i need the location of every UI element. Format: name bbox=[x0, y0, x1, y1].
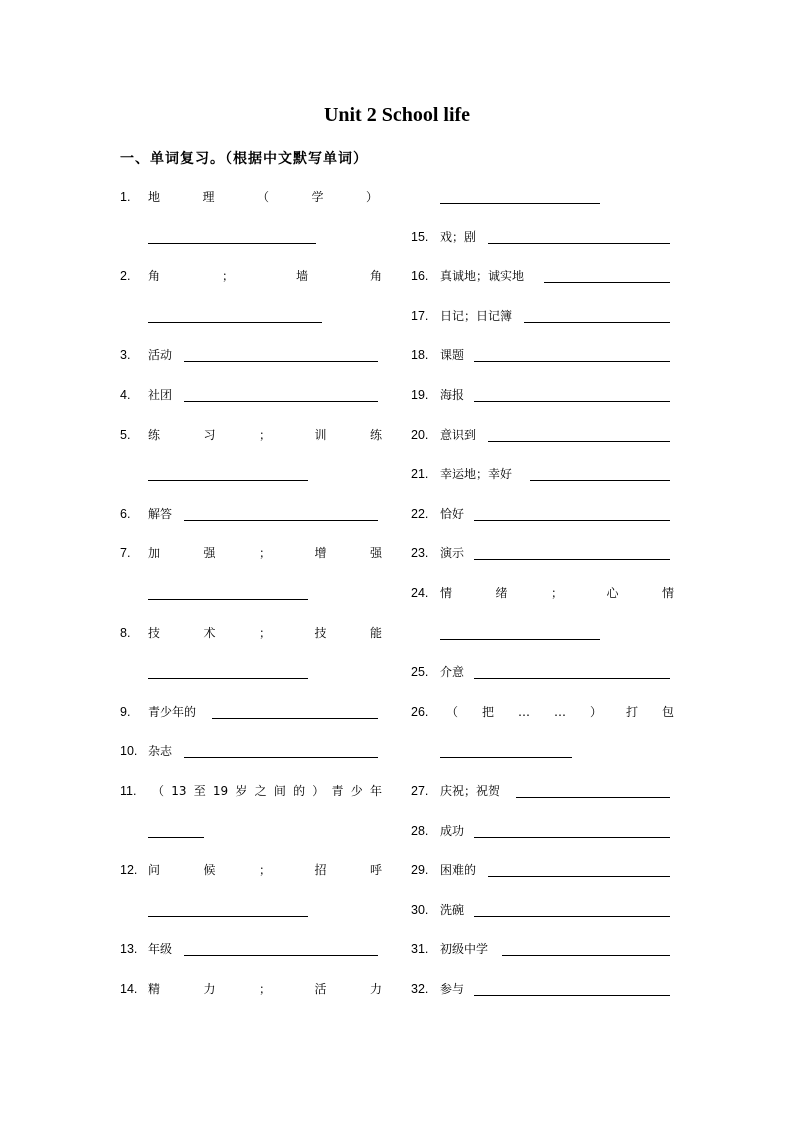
item-prompt bbox=[148, 545, 382, 561]
item-prompt: 介意 bbox=[440, 665, 465, 680]
item-number: 2. bbox=[120, 269, 131, 284]
prompt-char: 把 bbox=[482, 704, 495, 719]
item-number: 20. bbox=[411, 427, 429, 442]
answer-line[interactable] bbox=[474, 995, 670, 996]
answer-line[interactable] bbox=[212, 718, 378, 719]
answer-line[interactable] bbox=[148, 837, 204, 838]
item-prompt: 社团 bbox=[148, 388, 173, 402]
item-prompt bbox=[152, 783, 382, 799]
prompt-char: 技 bbox=[314, 625, 327, 640]
prompt-char: 情 bbox=[661, 586, 674, 600]
prompt-char: 年 bbox=[369, 784, 382, 798]
prompt-char: 招 bbox=[314, 863, 327, 878]
answer-line[interactable] bbox=[148, 678, 308, 679]
answer-line[interactable] bbox=[516, 797, 670, 798]
prompt-char: （ bbox=[256, 190, 269, 204]
item-prompt bbox=[446, 704, 674, 720]
prompt-char: 墙 bbox=[295, 269, 308, 284]
answer-line[interactable] bbox=[184, 955, 378, 956]
prompt-char: ； bbox=[258, 546, 271, 561]
prompt-char: 问 bbox=[148, 863, 161, 878]
answer-line[interactable] bbox=[524, 322, 670, 323]
item-prompt: 真诚地；诚实地 bbox=[440, 269, 525, 284]
prompt-char: ） bbox=[365, 190, 378, 204]
item-prompt: 演示 bbox=[440, 546, 465, 561]
prompt-char: 地 bbox=[148, 190, 161, 204]
item-number: 6. bbox=[120, 506, 131, 521]
answer-line[interactable] bbox=[474, 678, 670, 679]
prompt-char: 习 bbox=[203, 427, 216, 442]
item-number: 31. bbox=[411, 942, 429, 957]
item-prompt: 日记；日记簿 bbox=[440, 308, 513, 323]
item-number: 5. bbox=[120, 427, 131, 442]
prompt-char: … bbox=[518, 704, 530, 719]
item-number: 14. bbox=[120, 982, 138, 996]
item-number: 28. bbox=[411, 823, 429, 838]
item-prompt: 困难的 bbox=[440, 863, 477, 878]
item-prompt: 杂志 bbox=[148, 744, 173, 759]
item-number: 9. bbox=[120, 704, 131, 719]
prompt-char: ； bbox=[221, 269, 234, 284]
prompt-char: ； bbox=[258, 427, 271, 442]
prompt-char: 心 bbox=[606, 586, 619, 600]
section-heading: 一、单词复习。（根据中文默写单词） bbox=[120, 151, 368, 167]
item-number: 3. bbox=[120, 348, 131, 363]
page-title: Unit 2 School life bbox=[323, 104, 471, 126]
item-prompt bbox=[148, 189, 378, 205]
answer-line[interactable] bbox=[488, 876, 670, 877]
prompt-char: 力 bbox=[203, 982, 216, 996]
item-number: 15. bbox=[411, 229, 429, 244]
item-prompt: 年级 bbox=[148, 942, 173, 957]
item-prompt: 参与 bbox=[440, 982, 465, 996]
prompt-char: 角 bbox=[148, 269, 161, 284]
prompt-char: … bbox=[553, 704, 566, 719]
answer-line[interactable] bbox=[184, 361, 378, 362]
item-number: 11. bbox=[120, 784, 137, 798]
prompt-char: 19 bbox=[212, 784, 229, 798]
answer-line[interactable] bbox=[184, 401, 378, 402]
prompt-char: 包 bbox=[661, 704, 674, 719]
item-number: 10. bbox=[120, 744, 138, 759]
answer-line[interactable] bbox=[148, 599, 308, 600]
item-prompt bbox=[440, 585, 674, 601]
prompt-char: 打 bbox=[625, 704, 638, 719]
prompt-char: 强 bbox=[203, 546, 216, 561]
item-prompt: 成功 bbox=[440, 823, 465, 838]
item-number: 32. bbox=[411, 982, 429, 996]
item-number: 1. bbox=[120, 190, 131, 204]
item-prompt: 活动 bbox=[148, 348, 173, 363]
prompt-char: 绪 bbox=[495, 586, 508, 600]
item-prompt: 戏；剧 bbox=[440, 229, 477, 244]
prompt-char: 活 bbox=[314, 982, 327, 996]
item-number: 18. bbox=[411, 348, 429, 363]
item-prompt bbox=[148, 625, 382, 641]
answer-line[interactable] bbox=[148, 916, 308, 917]
prompt-char: 增 bbox=[314, 546, 327, 561]
prompt-char: 之 bbox=[254, 784, 267, 798]
item-number: 29. bbox=[411, 863, 429, 878]
prompt-char: ； bbox=[258, 625, 271, 640]
item-number: 25. bbox=[411, 665, 429, 680]
prompt-char: 练 bbox=[369, 427, 382, 442]
item-prompt: 解答 bbox=[148, 506, 173, 521]
prompt-char: 呼 bbox=[369, 863, 382, 878]
answer-line[interactable] bbox=[502, 955, 670, 956]
answer-line[interactable] bbox=[474, 559, 670, 560]
item-prompt: 庆祝；祝贺 bbox=[440, 784, 501, 798]
item-prompt bbox=[148, 427, 382, 443]
answer-line[interactable] bbox=[440, 639, 600, 640]
item-number: 13. bbox=[120, 942, 138, 957]
item-prompt: 课题 bbox=[440, 348, 465, 363]
prompt-char: ； bbox=[550, 586, 563, 600]
prompt-char: （ bbox=[446, 704, 459, 719]
item-number: 19. bbox=[411, 388, 429, 402]
answer-line[interactable] bbox=[440, 757, 572, 758]
item-number: 22. bbox=[411, 506, 429, 521]
prompt-char: 精 bbox=[148, 982, 161, 996]
item-number: 7. bbox=[120, 546, 131, 561]
item-number: 8. bbox=[120, 625, 131, 640]
answer-line[interactable] bbox=[474, 401, 670, 402]
item-number: 30. bbox=[411, 902, 429, 917]
prompt-char: 加 bbox=[148, 546, 161, 561]
prompt-char: 岁 bbox=[235, 784, 248, 798]
prompt-char: 少 bbox=[350, 784, 363, 798]
prompt-char: 的 bbox=[293, 784, 306, 798]
item-number: 21. bbox=[411, 467, 429, 482]
prompt-char: 角 bbox=[369, 269, 382, 284]
answer-line[interactable] bbox=[148, 480, 308, 481]
prompt-char: ； bbox=[258, 982, 271, 996]
prompt-char: 训 bbox=[314, 427, 327, 442]
answer-line[interactable] bbox=[474, 361, 670, 362]
item-prompt: 幸运地；幸好 bbox=[440, 467, 513, 482]
prompt-char: 力 bbox=[369, 982, 382, 996]
item-prompt bbox=[148, 981, 382, 997]
answer-line[interactable] bbox=[474, 916, 670, 917]
answer-line[interactable] bbox=[184, 520, 378, 521]
prompt-char: 学 bbox=[311, 190, 324, 204]
item-prompt: 意识到 bbox=[440, 427, 477, 442]
answer-line[interactable] bbox=[184, 757, 378, 758]
prompt-char: 技 bbox=[148, 625, 161, 640]
answer-line[interactable] bbox=[488, 441, 670, 442]
answer-line[interactable] bbox=[474, 520, 670, 521]
item-prompt: 青少年的 bbox=[148, 704, 197, 719]
prompt-char: 至 bbox=[193, 784, 206, 798]
prompt-char: ； bbox=[258, 863, 271, 878]
prompt-char: ） bbox=[589, 704, 602, 719]
prompt-char: 13 bbox=[171, 784, 187, 798]
item-prompt: 洗碗 bbox=[440, 902, 465, 917]
prompt-char: 青 bbox=[331, 784, 344, 798]
item-prompt: 恰好 bbox=[440, 506, 465, 521]
item-number: 12. bbox=[120, 863, 138, 878]
answer-line[interactable] bbox=[530, 480, 670, 481]
prompt-char: 术 bbox=[203, 625, 216, 640]
answer-line[interactable] bbox=[474, 837, 670, 838]
item-number: 16. bbox=[411, 269, 429, 284]
item-number: 4. bbox=[120, 388, 131, 402]
item-number: 17. bbox=[411, 308, 429, 323]
prompt-char: （ bbox=[152, 784, 165, 798]
prompt-char: 强 bbox=[369, 546, 382, 561]
prompt-char: 理 bbox=[202, 190, 215, 204]
answer-line[interactable] bbox=[488, 243, 670, 244]
item-number: 26. bbox=[411, 704, 429, 719]
item-number: 23. bbox=[411, 546, 429, 561]
item-prompt: 初级中学 bbox=[440, 942, 489, 957]
prompt-char: 候 bbox=[203, 863, 216, 878]
item-prompt: 海报 bbox=[440, 388, 465, 402]
prompt-char: 能 bbox=[369, 625, 382, 640]
item-prompt bbox=[148, 862, 382, 878]
prompt-char: 练 bbox=[148, 427, 161, 442]
prompt-char: 情 bbox=[440, 586, 453, 600]
item-number: 27. bbox=[411, 784, 429, 798]
answer-line[interactable] bbox=[544, 282, 670, 283]
answer-line[interactable] bbox=[440, 203, 600, 204]
answer-line[interactable] bbox=[148, 243, 316, 244]
prompt-char: 间 bbox=[273, 784, 286, 798]
item-number: 24. bbox=[411, 586, 429, 600]
item-prompt bbox=[148, 268, 382, 284]
prompt-char: ） bbox=[312, 784, 325, 798]
answer-line[interactable] bbox=[148, 322, 322, 323]
